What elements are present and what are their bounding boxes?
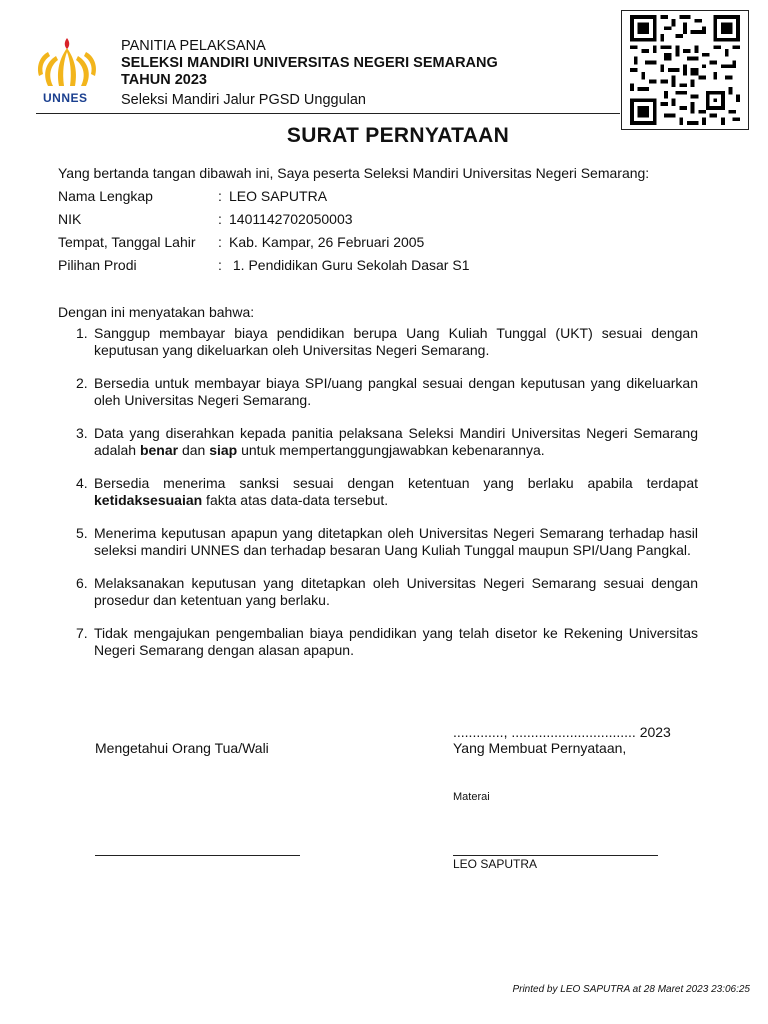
guardian-label: Mengetahui Orang Tua/Wali [95,740,269,756]
item-number: 5. [76,525,88,541]
list-item [58,425,698,459]
item-bold-text: siap [209,442,238,458]
field-label: Tempat, Tanggal Lahir [58,234,196,250]
list-item [58,625,698,659]
intro-text: Yang bertanda tangan dibawah ini, Saya peserta Seleksi Mandiri Universitas Negeri Semarang: [58,165,650,181]
field-label: NIK [58,211,82,227]
item-text: Menerima keputusan apapun yang ditetapkan oleh Universitas Negeri Semarang terhadap hasil seleksi mandiri UNNES dan terhadap besaran Uang Kuliah Tunggal maupun SPI/Uang Pangkal. [94,525,698,558]
item-text: fakta atas data-data tersebut. [202,492,389,508]
list-item [58,375,698,409]
item-text: untuk mempertanggungjawabkan kebenarannya. [237,442,545,458]
header-divider [36,113,620,114]
field-value: Kab. Kampar, 26 Februari 2005 [229,234,425,250]
item-text: Tidak mengajukan pengembalian biaya pendidikan yang telah disetor ke Rekening Universitas Negeri Semarang dengan alasan apapun. [94,625,698,658]
item-number: 6. [76,575,88,591]
field-row [58,257,469,273]
field-row [58,234,424,250]
field-row [58,188,327,204]
item-number: 1. [76,325,88,341]
field-separator: : [218,234,222,250]
item-bold-text: benar [139,442,179,458]
list-item [58,475,698,509]
statement-list [58,325,698,675]
item-number: 2. [76,375,88,391]
header-year: TAHUN 2023 [121,72,207,88]
field-separator: : [218,211,222,227]
field-value: LEO SAPUTRA [229,188,328,204]
statement-intro: Dengan ini menyatakan bahwa: [58,304,255,320]
item-text: Sanggup membayar biaya pendidikan berupa Uang Kuliah Tunggal (UKT) sesuai dengan keputusan yang dikeluarkan oleh Universitas Negeri Semarang. [94,325,698,358]
header-committee: PANITIA PELAKSANA [121,38,266,54]
qr-code-icon [627,15,743,125]
field-value: 1. Pendidikan Guru Sekolah Dasar S1 [229,257,470,273]
item-number: 4. [76,475,88,491]
header-track: Seleksi Mandiri Jalur PGSD Unggulan [121,92,366,108]
item-text: Melaksanakan keputusan yang ditetapkan oleh Universitas Negeri Semarang sesuai dengan prosedur dan ketentuan yang berlaku. [94,575,698,608]
field-label: Pilihan Prodi [58,257,137,273]
list-item [58,575,698,609]
declarant-signature-line [453,855,658,856]
list-item [58,325,698,359]
header-selection: SELEKSI MANDIRI UNIVERSITAS NEGERI SEMARANG [121,55,498,71]
item-number: 3. [76,425,88,441]
field-separator: : [218,257,222,273]
declarant-label: Yang Membuat Pernyataan, [453,740,627,756]
item-text: Data yang diserahkan kepada panitia pelaksana Seleksi Mandiri Universitas Negeri Semarang adalah [94,425,698,458]
guardian-signature-line [95,855,300,856]
item-text: Bersedia untuk membayar biaya SPI/uang pangkal sesuai dengan keputusan yang dikeluarkan oleh Universitas Negeri Semarang. [94,375,698,408]
field-separator: : [218,188,222,204]
item-number: 7. [76,625,88,641]
item-bold-text: ketidaksesuaian [94,492,203,508]
logo-text: UNNES [43,91,88,105]
field-label: Nama Lengkap [58,188,153,204]
item-text: dan [178,442,210,458]
page-title: SURAT PERNYATAAN [286,124,510,147]
field-row [58,211,353,227]
item-text: Bersedia menerima sanksi sesuai dengan ketentuan yang berlaku apabila terdapat [94,475,698,491]
list-item [58,525,698,559]
print-footer: Printed by LEO SAPUTRA at 28 Maret 2023 23:06:25 [512,984,750,995]
field-value: 1401142702050003 [229,211,353,227]
declarant-name: LEO SAPUTRA [453,857,538,871]
date-line: ............., ................................ 2023 [453,724,671,740]
stamp-label: Materai [453,791,490,803]
